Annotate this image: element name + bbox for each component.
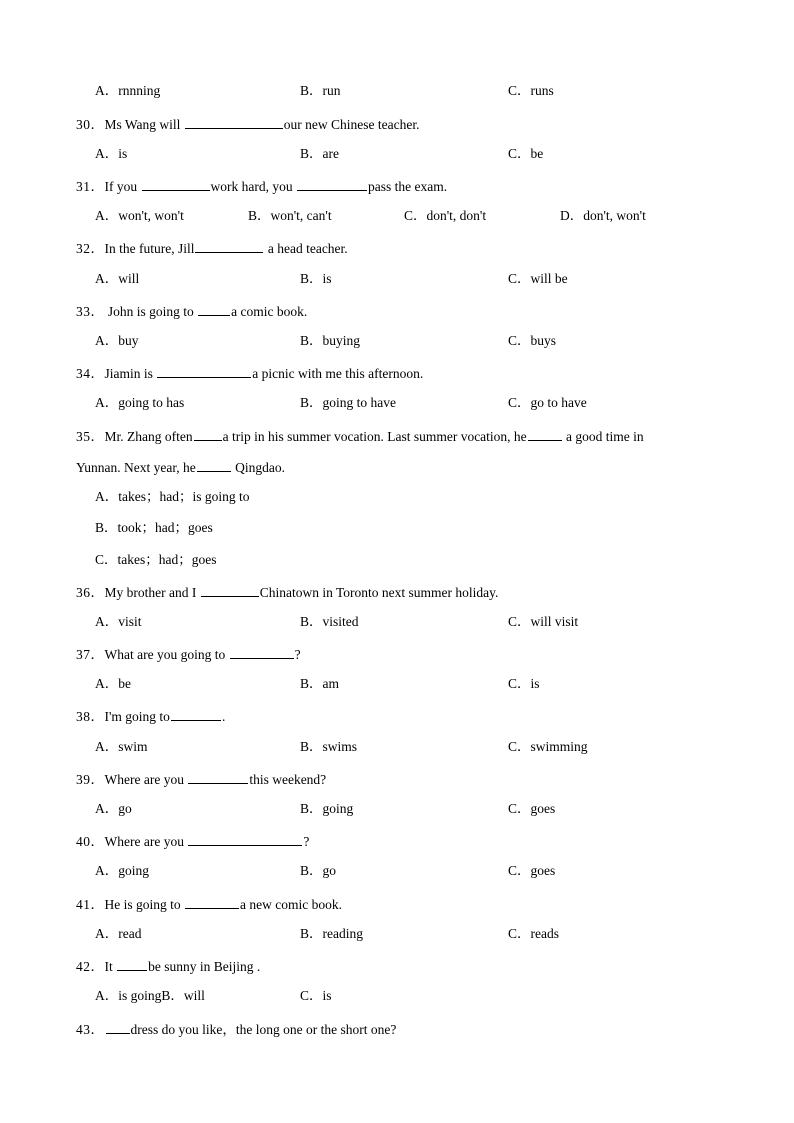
- q39-option-b[interactable]: B．going: [300, 801, 354, 816]
- q32-option-c[interactable]: C．will be: [508, 271, 568, 286]
- question-number: 33．: [76, 304, 105, 319]
- question-text: pass the exam.: [367, 179, 448, 194]
- question-text: be sunny in Beijing .: [148, 959, 261, 974]
- question-text: a trip in his summer vocation. Last summer vocation, he: [222, 429, 527, 444]
- answer-blank[interactable]: [171, 706, 221, 721]
- q41-option-a[interactable]: A．read: [95, 926, 142, 941]
- question-34: [76, 363, 423, 383]
- answer-blank[interactable]: [194, 426, 222, 441]
- answer-blank[interactable]: [197, 457, 231, 472]
- question-text: Yunnan. Next year, he: [76, 460, 196, 475]
- question-number: 36．: [76, 585, 105, 600]
- question-text: Where are you: [104, 834, 188, 849]
- question-text: I'm going to: [104, 709, 170, 724]
- q29-option-b[interactable]: B．run: [300, 83, 341, 98]
- q37-option-a[interactable]: A．be: [95, 676, 131, 691]
- question-text: Ms Wang will: [104, 117, 184, 132]
- answer-blank[interactable]: [188, 831, 302, 846]
- answer-blank[interactable]: [185, 114, 283, 129]
- q30-option-b[interactable]: B．are: [300, 146, 339, 161]
- question-text: If you: [104, 179, 141, 194]
- q37-option-b[interactable]: B．am: [300, 676, 339, 691]
- answer-blank[interactable]: [297, 176, 367, 191]
- q39-option-a[interactable]: A．go: [95, 801, 132, 816]
- question-text: It: [104, 959, 117, 974]
- question-text: John is going to: [104, 304, 198, 319]
- q33-option-a[interactable]: A．buy: [95, 333, 139, 348]
- q37-option-c[interactable]: C．is: [508, 676, 540, 691]
- question-number: 42．: [76, 959, 105, 974]
- q31-option-a[interactable]: A．won't, won't: [95, 208, 184, 223]
- question-text: My brother and I: [104, 585, 200, 600]
- q34-option-a[interactable]: A．going to has: [95, 395, 185, 410]
- q33-option-c[interactable]: C．buys: [508, 333, 557, 348]
- question-text: ?: [303, 834, 310, 849]
- question-text: a good time in: [562, 429, 644, 444]
- q41-option-b[interactable]: B．reading: [300, 926, 363, 941]
- answer-blank[interactable]: [198, 301, 230, 316]
- q41-option-c[interactable]: C．reads: [508, 926, 559, 941]
- question-37: [76, 644, 301, 664]
- answer-blank[interactable]: [185, 894, 239, 909]
- q36-option-b[interactable]: B．visited: [300, 614, 359, 629]
- answer-blank[interactable]: [106, 1019, 130, 1034]
- question-text: He is going to: [104, 897, 184, 912]
- q31-option-d[interactable]: D．don't, won't: [560, 208, 646, 223]
- q30-option-a[interactable]: A．is: [95, 146, 128, 161]
- question-40: [76, 831, 309, 851]
- question-text: this weekend?: [249, 772, 327, 787]
- q35-option-a[interactable]: A．takes；had；is going to: [95, 489, 250, 504]
- question-35-continued: [76, 457, 285, 477]
- answer-blank[interactable]: [188, 769, 248, 784]
- question-number: 32．: [76, 241, 105, 256]
- question-36: [76, 582, 498, 602]
- answer-blank[interactable]: [157, 363, 251, 378]
- q29-option-c[interactable]: C．runs: [508, 83, 554, 98]
- q35-option-c[interactable]: C．takes；had；goes: [95, 552, 217, 567]
- question-33: [76, 301, 307, 321]
- q40-option-c[interactable]: C．goes: [508, 863, 556, 878]
- question-text: Jiamin is: [104, 366, 157, 381]
- answer-blank[interactable]: [528, 426, 562, 441]
- q36-option-a[interactable]: A．visit: [95, 614, 142, 629]
- question-text: ?: [294, 647, 301, 662]
- q36-option-c[interactable]: C．will visit: [508, 614, 579, 629]
- question-text: Qingdao.: [231, 460, 286, 475]
- answer-blank[interactable]: [230, 644, 294, 659]
- question-text: work hard, you: [210, 179, 296, 194]
- answer-blank[interactable]: [142, 176, 210, 191]
- question-number: 37．: [76, 647, 105, 662]
- q29-option-a[interactable]: A．rnnning: [95, 83, 161, 98]
- question-35: [76, 426, 644, 446]
- question-text: .: [221, 709, 226, 724]
- question-number: 41．: [76, 897, 105, 912]
- q40-option-a[interactable]: A．going: [95, 863, 149, 878]
- question-number: 43．: [76, 1022, 105, 1037]
- q31-option-b[interactable]: B．won't, can't: [248, 208, 332, 223]
- question-number: 40．: [76, 834, 105, 849]
- question-number: 34．: [76, 366, 105, 381]
- question-number: 30．: [76, 117, 105, 132]
- question-number: 38．: [76, 709, 105, 724]
- q42-option-a-b[interactable]: A．is goingB．will: [95, 988, 205, 1003]
- question-text: a picnic with me this afternoon.: [252, 366, 424, 381]
- question-text: Chinatown in Toronto next summer holiday.: [259, 585, 499, 600]
- q33-option-b[interactable]: B．buying: [300, 333, 361, 348]
- question-30: [76, 114, 420, 134]
- question-text: a new comic book.: [240, 897, 342, 912]
- question-text: a head teacher.: [264, 241, 348, 256]
- question-text: In the future, Jill: [104, 241, 195, 256]
- question-42: [76, 956, 260, 976]
- question-number: 39．: [76, 772, 105, 787]
- question-38: [76, 706, 225, 726]
- question-43: [76, 1019, 396, 1039]
- question-text: dress do you like，the long one or the short one?: [130, 1022, 397, 1037]
- answer-blank[interactable]: [201, 582, 259, 597]
- q34-option-c[interactable]: C．go to have: [508, 395, 587, 410]
- q35-option-b[interactable]: B．took；had；goes: [95, 520, 213, 535]
- question-41: [76, 894, 342, 914]
- question-number: 31．: [76, 179, 105, 194]
- q32-option-a[interactable]: A．will: [95, 271, 140, 286]
- q38-option-a[interactable]: A．swim: [95, 739, 148, 754]
- question-text: a comic book.: [231, 304, 308, 319]
- q42-option-c[interactable]: C．is: [300, 988, 332, 1003]
- question-text: our new Chinese teacher.: [283, 117, 420, 132]
- question-text: Mr. Zhang often: [104, 429, 193, 444]
- q34-option-b[interactable]: B．going to have: [300, 395, 396, 410]
- q31-option-c[interactable]: C．don't, don't: [404, 208, 487, 223]
- question-39: [76, 769, 326, 789]
- question-31: [76, 176, 447, 196]
- question-text: Where are you: [104, 772, 188, 787]
- q30-option-c[interactable]: C．be: [508, 146, 544, 161]
- q32-option-b[interactable]: B．is: [300, 271, 332, 286]
- q40-option-b[interactable]: B．go: [300, 863, 337, 878]
- question-text: What are you going to: [104, 647, 229, 662]
- question-number: 35．: [76, 429, 105, 444]
- q38-option-c[interactable]: C．swimming: [508, 739, 588, 754]
- question-32: [76, 238, 348, 258]
- answer-blank[interactable]: [117, 956, 147, 971]
- q38-option-b[interactable]: B．swims: [300, 739, 358, 754]
- answer-blank[interactable]: [195, 238, 263, 253]
- q39-option-c[interactable]: C．goes: [508, 801, 556, 816]
